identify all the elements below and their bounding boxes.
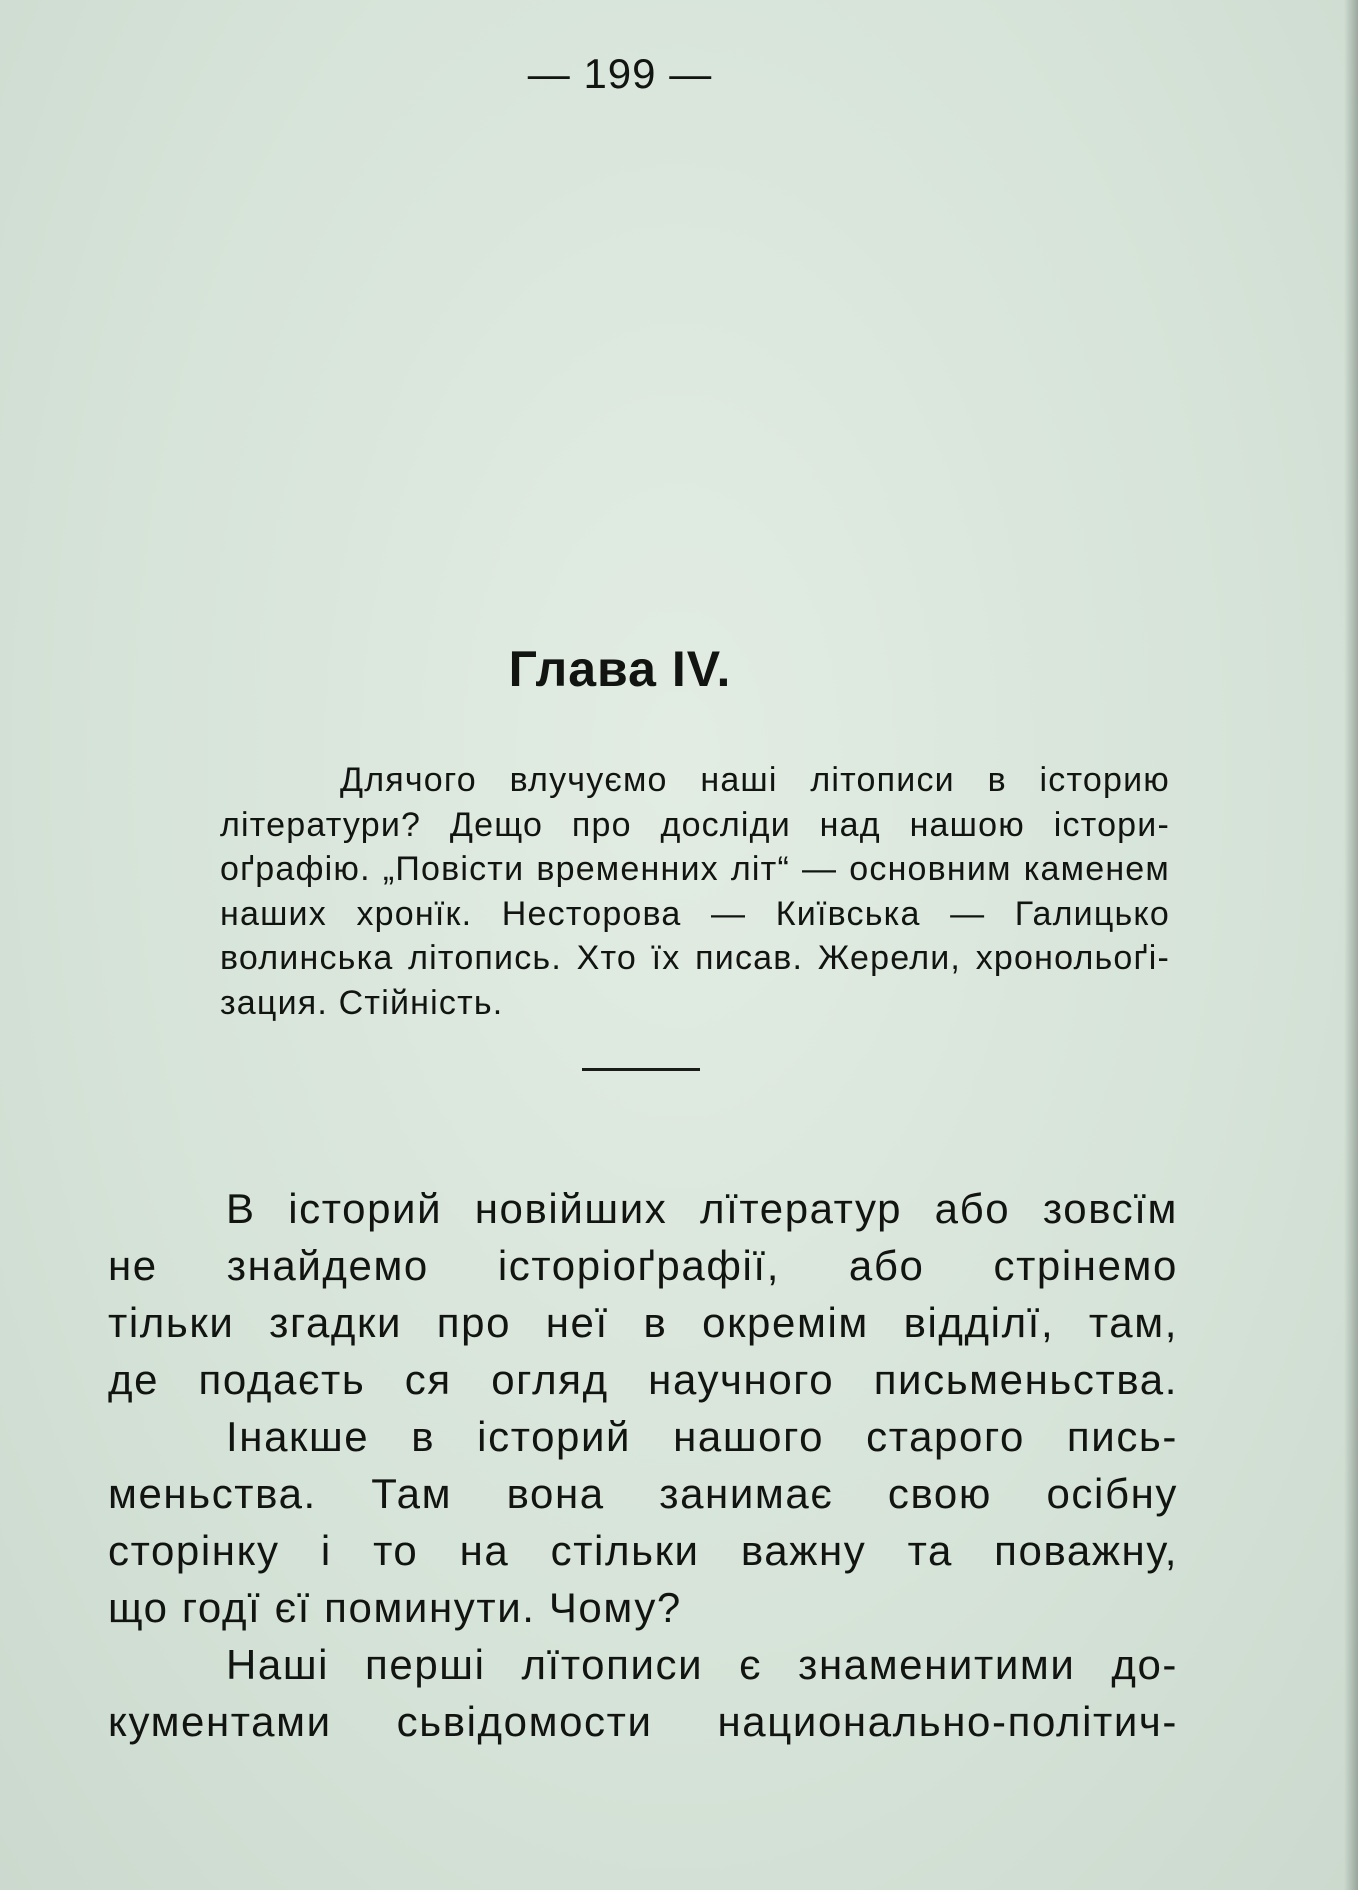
paragraph bbox=[108, 1408, 1178, 1636]
text-line: сторінку і то на стільки важну та поважну, bbox=[108, 1527, 1178, 1574]
text-line: тільки згадки про неї в окремім відділї, там, bbox=[108, 1299, 1178, 1346]
text-line: не знайдемо історіоґрафії, або стрінемо bbox=[108, 1242, 1178, 1289]
text-line: Наші перші лїтописи є знаменитими до- bbox=[226, 1641, 1178, 1688]
section-divider bbox=[582, 1068, 700, 1071]
summary-line: літератури? Дещо про досліди над нашою істори- bbox=[220, 805, 1170, 844]
text-line: меньства. Там вона занимає свою осібну bbox=[108, 1470, 1178, 1517]
paragraph bbox=[108, 1180, 1178, 1408]
text-line: В історий новійших лїтератур або зовсїм bbox=[226, 1185, 1178, 1232]
chapter-summary bbox=[100, 758, 1170, 1025]
text-line: що годї єї поминути. Чому? bbox=[108, 1584, 682, 1631]
text-line: де подаєть ся огляд научного письменьства. bbox=[108, 1356, 1178, 1403]
summary-line: зация. Стійність. bbox=[220, 983, 504, 1022]
body-text bbox=[108, 1180, 1178, 1750]
paragraph bbox=[108, 1636, 1178, 1750]
chapter-title: Глава IV. bbox=[508, 641, 732, 697]
summary-line: Длячого влучуємо наші літописи в історию bbox=[340, 761, 1170, 799]
summary-line: наших хронїк. Несторова — Київська — Галицько bbox=[220, 894, 1170, 933]
page-edge-shadow bbox=[1344, 0, 1358, 1890]
text-line: кументами сьвідомости национально-політич- bbox=[108, 1698, 1178, 1745]
summary-line: волинська літопись. Хто їх писав. Жерели, хронольоґі- bbox=[220, 939, 1170, 977]
text-line: Інакше в історий нашого старого пись- bbox=[226, 1413, 1178, 1460]
page-number: — 199 — bbox=[527, 50, 713, 97]
summary-line: оґрафію. „Повісти временних літ“ — основним каменем bbox=[220, 850, 1170, 888]
